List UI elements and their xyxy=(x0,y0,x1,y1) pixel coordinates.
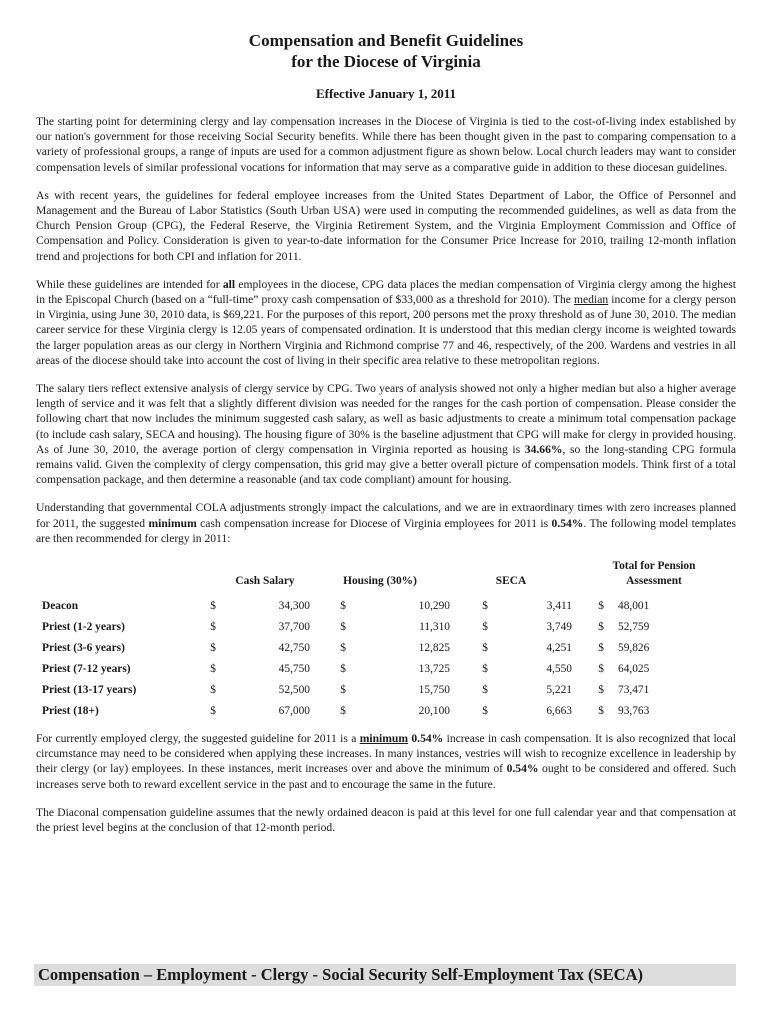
currency-symbol: $ xyxy=(482,662,488,675)
seca-value: 4,550 xyxy=(546,662,572,675)
compensation-table xyxy=(36,559,736,721)
currency-symbol: $ xyxy=(340,599,346,612)
paragraph-diaconal: The Diaconal compensation guideline assumes that the newly ordained deacon is paid at this level for one full calendar year and that compensation at the priest level begins at the conclusion of that 12-month period. xyxy=(36,805,736,835)
seca-value: 5,221 xyxy=(546,683,572,696)
housing-value: 10,290 xyxy=(418,599,450,612)
total-value: 93,763 xyxy=(618,704,650,717)
currency-symbol: $ xyxy=(482,683,488,696)
currency-symbol: $ xyxy=(340,704,346,717)
housing-value: 20,100 xyxy=(418,704,450,717)
total-value: 48,001 xyxy=(618,599,650,612)
cash-salary-value: 67,000 xyxy=(278,704,310,717)
currency-symbol: $ xyxy=(340,641,346,654)
header-cash-salary: Cash Salary xyxy=(235,575,295,588)
row-label: Priest (3-6 years) xyxy=(42,641,125,654)
paragraph-cola: Understanding that governmental COLA adjustments strongly impact the calculations, and we are in extraordinary times with zero increases planned for 2011, the suggested minimum cash compensation increase for Diocese of Virginia employees for 2011 is 0.54%. The following model templates are then recommended for clergy in 2011: xyxy=(36,501,736,545)
row-label: Priest (1-2 years) xyxy=(42,620,125,633)
seca-value: 3,749 xyxy=(546,620,572,633)
header-total: Total for Pension Assessment xyxy=(612,560,696,588)
row-label: Priest (13-17 years) xyxy=(42,683,137,696)
currency-symbol: $ xyxy=(340,662,346,675)
housing-value: 15,750 xyxy=(418,683,450,696)
currency-symbol: $ xyxy=(482,599,488,612)
seca-value: 4,251 xyxy=(546,641,572,654)
currency-symbol: $ xyxy=(210,641,216,654)
paragraph-federal-guidelines: As with recent years, the guidelines for federal employee increases from the United States Department of Labor, the Office of Personnel and Management and the Bureau of Labor Statistics (South Urban USA) were used in computing the recommended guidelines, as well as data from the Church Pension Group (CPG), the Federal Reserve, the Virginia Retirement System, and the Virginia Employment Commission and Office of Compensation and Policy. Consideration is given to year-to-date information for the Consumer Price Increase for 2010, trailing 12-month inflation trend and projections for both CPI and inflation for 2011. xyxy=(36,188,736,263)
cash-salary-value: 34,300 xyxy=(278,599,310,612)
currency-symbol: $ xyxy=(598,641,604,654)
total-value: 59,826 xyxy=(618,641,650,654)
header-seca: SECA xyxy=(495,575,527,588)
effective-date: Effective January 1, 2011 xyxy=(315,86,457,101)
currency-symbol: $ xyxy=(340,620,346,633)
paragraph-cost-of-living: The starting point for determining clergy and lay compensation increases in the Diocese of Virginia is tied to the cost-of-living index established by our nation's government for those receiving Social Security benefits. While there has been thought given in the past to comparing compensation to a variety of professional groups, a range of inputs are used for a common adjustment figure as shown below. Local church leaders may want to consider compensation levels of similar professional vocations for information that may serve as a comparative guide in addition to these diocesan guidelines. xyxy=(36,115,736,174)
seca-value: 6,663 xyxy=(546,704,572,717)
paragraph-merit-increases: For currently employed clergy, the suggested guideline for 2011 is a minimum 0.54% increase in cash compensation. It is also recognized that local circumstance may need to be considered when applying these increases. In many instances, vestries will wish to recognize excellence in leadership by their clergy (or lay) employees. In these instances, merit increases over and above the minimum of 0.54% ought to be considered and offered. Such increases serve both to reward excellent service in the past and to encourage the same in the future. xyxy=(36,732,736,791)
housing-value: 12,825 xyxy=(418,641,450,654)
cash-salary-value: 45,750 xyxy=(278,662,310,675)
currency-symbol: $ xyxy=(482,641,488,654)
row-label: Priest (7-12 years) xyxy=(42,662,131,675)
total-value: 73,471 xyxy=(618,683,650,696)
title-line-2: for the Diocese of Virginia xyxy=(291,52,481,71)
table-row xyxy=(36,658,736,679)
row-label: Deacon xyxy=(42,599,79,612)
total-value: 52,759 xyxy=(618,620,650,633)
housing-value: 13,725 xyxy=(418,662,450,675)
document-page xyxy=(36,30,736,835)
header-housing: Housing (30%) xyxy=(343,575,417,588)
housing-value: 11,310 xyxy=(419,620,450,633)
currency-symbol: $ xyxy=(482,620,488,633)
table-row xyxy=(36,637,736,658)
currency-symbol: $ xyxy=(210,599,216,612)
currency-symbol: $ xyxy=(210,620,216,633)
currency-symbol: $ xyxy=(210,704,216,717)
table-row xyxy=(36,616,736,637)
currency-symbol: $ xyxy=(598,704,604,717)
total-value: 64,025 xyxy=(618,662,650,675)
seca-value: 3,411 xyxy=(546,599,572,612)
table-row xyxy=(36,700,736,721)
currency-symbol: $ xyxy=(598,683,604,696)
paragraph-median-compensation: While these guidelines are intended for all employees in the diocese, CPG data places the median compensation of Virginia clergy among the highest in the Episcopal Church (based on a “full-time” proxy cash compensation of $33,000 as a threshold for 2010). The median income for a clergy person in Virginia, using June 30, 2010 data, is $69,221. For the purposes of this report, 200 persons met the proxy threshold as of June 30, 2010. The median career service for these Virginia clergy is 12.05 years of compensated ordination. It is understood that this median clergy income is weighted towards the larger population areas as our clergy in Northern Virginia and Richmond comprise 77 and 46, respectively, of the 200. Wardens and vestries in all areas of the diocese should take into account the cost of living in their specific area relative to these metropolitan regions. xyxy=(36,277,736,367)
currency-symbol: $ xyxy=(598,662,604,675)
row-label: Priest (18+) xyxy=(42,704,99,717)
table-row xyxy=(36,595,736,616)
currency-symbol: $ xyxy=(210,662,216,675)
currency-symbol: $ xyxy=(210,683,216,696)
currency-symbol: $ xyxy=(482,704,488,717)
cash-salary-value: 52,500 xyxy=(278,683,310,696)
table-row xyxy=(36,679,736,700)
currency-symbol: $ xyxy=(598,620,604,633)
currency-symbol: $ xyxy=(598,599,604,612)
table-header-row xyxy=(36,559,736,595)
cash-salary-value: 37,700 xyxy=(278,620,310,633)
title-line-1: Compensation and Benefit Guidelines xyxy=(248,31,524,50)
document-title xyxy=(36,30,736,72)
paragraph-salary-tiers: The salary tiers reflect extensive analysis of clergy service by CPG. Two years of analysis showed not only a higher median but also a higher average length of service and it was felt that a slightly different division was needed for the ranges for the cash portion of compensation. Please consider the following chart that now includes the minimum suggested cash salary, as well as basic adjustments to create a minimum total compensation package (to include cash salary, SECA and housing). The housing figure of 30% is the baseline adjustment that CPG will make for clergy in provided housing. As of June 30, 2010, the average portion of clergy compensation in Virginia reported as housing is 34.66%, so the long-standing CPG formula remains valid. Given the complexity of clergy compensation, this grid may give a better overall picture of compensation models. Think first of a total compensation package, and then determine a reasonable (and tax code compliant) amount for housing. xyxy=(36,382,736,487)
section-banner: Compensation – Employment - Clergy - Social Security Self-Employment Tax (SECA) xyxy=(34,964,736,986)
cash-salary-value: 42,750 xyxy=(278,641,310,654)
currency-symbol: $ xyxy=(340,683,346,696)
